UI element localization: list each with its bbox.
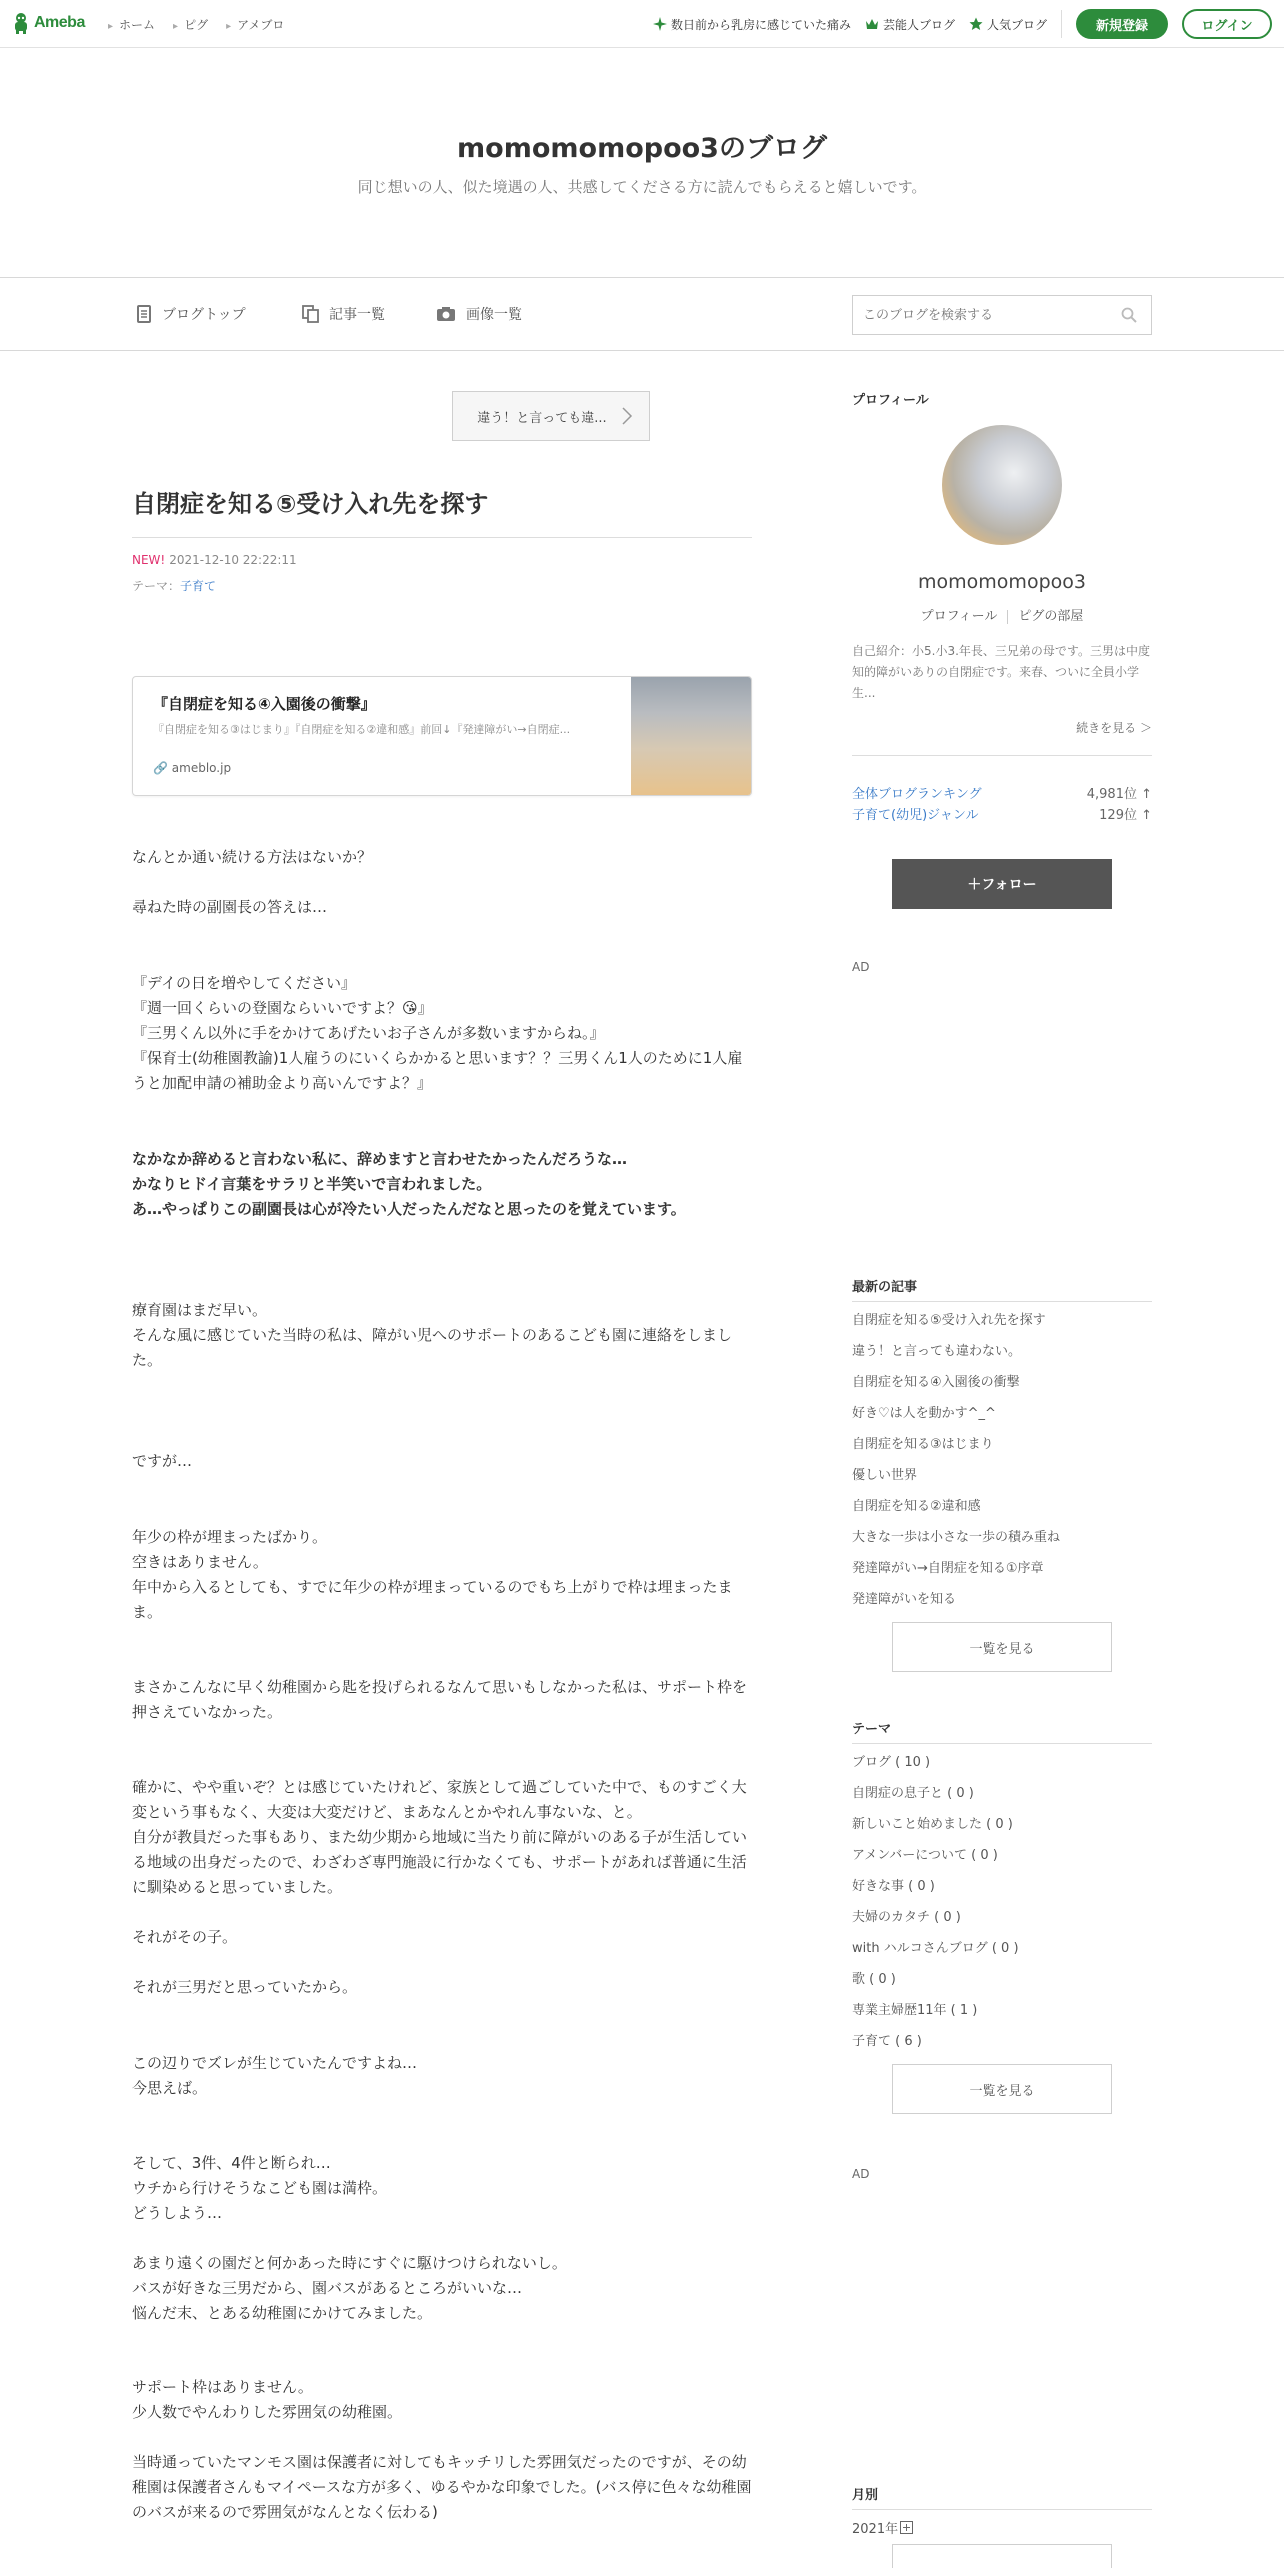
celebrity-blog-link[interactable]: [865, 16, 955, 33]
latest-entry-link[interactable]: 違う！と言っても違わない。: [852, 1344, 1022, 1359]
paragraph: バスが好きな三男だから、園バスがあるところがいいな…: [132, 2279, 523, 2297]
search-icon[interactable]: [1121, 307, 1137, 323]
ad-label: AD: [852, 2167, 870, 2181]
paragraph: サポート枠はありません。: [132, 2378, 313, 2396]
paragraph: 少人数でやんわりした雰囲気の幼稚園。: [132, 2403, 403, 2421]
theme-link[interactable]: 歌 ( 0 ): [852, 1972, 896, 1987]
paragraph: どうしよう…: [132, 2204, 223, 2222]
theme-link[interactable]: ブログ ( 10 ): [852, 1755, 931, 1770]
ad-label: AD: [852, 960, 870, 974]
paragraph: 療育園はまだ早い。: [132, 1301, 268, 1319]
chevron-right-icon: ▸: [226, 21, 232, 32]
paragraph: かなりヒドイ言葉をサラリと半笑いで言われました。: [132, 1175, 492, 1193]
ranking-overall-value: 4,981位 ↑: [1086, 787, 1152, 802]
nav-home[interactable]: [108, 16, 155, 33]
latest-entry-link[interactable]: 自閉症を知る④入園後の衝撃: [852, 1375, 1020, 1390]
nav-pigg[interactable]: [173, 16, 208, 33]
register-button[interactable]: 新規登録: [1076, 9, 1168, 39]
blog-title[interactable]: momomomopoo3のブログ: [457, 133, 827, 164]
paragraph: この辺りでズレが生じていたんですよね…: [132, 2054, 418, 2072]
paragraph: 尋ねた時の副園長の答えは…: [132, 898, 328, 916]
celebrity-blog-label: 芸能人ブログ: [882, 17, 955, 32]
popular-blog-label: 人気ブログ: [986, 17, 1047, 32]
ranking-genre-link[interactable]: 子育て(幼児)ジャンル: [852, 808, 979, 823]
theme-link[interactable]: 専業主婦歴11年 ( 1 ): [852, 2003, 978, 2018]
monthly-heading: 月別: [852, 2488, 879, 2503]
ranking-genre-value: 129位 ↑: [1099, 808, 1152, 823]
paragraph: まさかこんなに早く幼稚園から匙を投げられるなんて思いもしなかった私は、サポート枠を押さえていなかった。: [132, 1678, 748, 1721]
divider: [1061, 10, 1062, 38]
ameba-mascot-icon: [12, 12, 30, 34]
trending-topic-label: 数日前から乳房に感じていた痛み: [670, 17, 851, 32]
nav-ameblo[interactable]: [226, 16, 284, 33]
sparkle-icon: [653, 17, 667, 31]
theme-link[interactable]: 好きな事 ( 0 ): [852, 1879, 935, 1894]
latest-heading: 最新の記事: [852, 1280, 918, 1295]
plus-icon: ＋: [967, 877, 982, 893]
image-list-link[interactable]: [436, 304, 522, 324]
monthly-list-button-partial[interactable]: [892, 2544, 1112, 2568]
blog-nav: [0, 279, 1284, 351]
search-input[interactable]: [863, 308, 1103, 323]
latest-entry-link[interactable]: 発達障がいを知る: [852, 1592, 957, 1607]
blog-top-link[interactable]: [136, 304, 246, 324]
entry-theme: [132, 577, 216, 594]
profile-intro: 自己紹介：小5.小3.年長、三兄弟の母です。三男は中度知的障がいありの自閉症です。来春、ついに全員小学生...: [852, 644, 1150, 700]
paragraph: 今思えば。: [132, 2079, 208, 2097]
logo-text: Ameba: [34, 14, 85, 31]
theme-link[interactable]: 夫婦のカタチ ( 0 ): [852, 1910, 961, 1925]
blog-description: 同じ想いの人、似た境遇の人、共感してくださる方に読んでもらえると嬉しいです。: [357, 178, 927, 196]
nav-ameblo-label: アメブロ: [237, 18, 285, 32]
paragraph: 自分が教員だった事もあり、また幼少期から地域に当たり前に障がいのある子が生活している地域の出身だったので、わざわざ専門施設に行かなくても、サポートがあれば普通に生活に馴染めると思っていました。: [132, 1828, 748, 1896]
divider: [852, 755, 1152, 756]
divider: [852, 1301, 1152, 1302]
prev-entry-button[interactable]: [452, 391, 650, 441]
copy-icon: [302, 305, 319, 323]
paragraph: あ…やっぱりこの副園長は心が冷たい人だったんだなと思ったのを覚えています。: [132, 1200, 686, 1218]
theme-list-button[interactable]: 一覧を見る: [892, 2064, 1112, 2114]
theme-link[interactable]: 自閉症の息子と ( 0 ): [852, 1786, 974, 1801]
theme-link[interactable]: 子育て: [180, 579, 217, 593]
global-actions: [653, 9, 1272, 39]
paragraph: なかなか辞めると言わない私に、辞めますと言わせたかったんだろうな…: [132, 1150, 628, 1168]
paragraph: 『週一回くらいの登園ならいいですよ？😘』: [132, 999, 433, 1017]
entry-title: 自閉症を知る⑤受け入れ先を探す: [132, 484, 752, 538]
theme-heading: テーマ: [852, 1722, 892, 1737]
paragraph: 『三男くん以外に手をかけてあげたいお子さんが多数いますからね。』: [132, 1024, 605, 1042]
chevron-right-icon: [617, 406, 637, 426]
profile-heading: プロフィール: [852, 393, 929, 408]
link-card-domain-text: ameblo.jp: [171, 761, 232, 775]
blog-top-label: ブログトップ: [162, 307, 246, 323]
divider: [1007, 610, 1008, 624]
paragraph: あまり遠くの園だと何かあった時にすぐに駆けつけられないし。: [132, 2254, 567, 2272]
blog-search: [852, 295, 1152, 335]
ranking-genre: [852, 804, 1152, 823]
profile-link[interactable]: プロフィール: [920, 609, 998, 624]
follow-button[interactable]: [892, 859, 1112, 909]
login-button[interactable]: ログイン: [1182, 9, 1272, 39]
image-list-label: 画像一覧: [466, 307, 522, 323]
global-nav: [108, 16, 284, 33]
paragraph: なんとか通い続ける方法はないか？: [132, 848, 373, 866]
pigg-room-link[interactable]: ピグの部屋: [1018, 609, 1084, 624]
latest-entry-link[interactable]: 発達障がい→自閉症を知る①序章: [852, 1561, 1044, 1576]
latest-entry-link[interactable]: 好き♡は人を動かす^_^: [852, 1406, 996, 1421]
avatar[interactable]: [942, 425, 1062, 545]
paragraph: それがその子。: [132, 1928, 238, 1946]
embedded-link-card[interactable]: [132, 676, 752, 796]
theme-link[interactable]: 新しいこと始めました ( 0 ): [852, 1817, 1013, 1832]
follow-label: フォロー: [981, 877, 1037, 893]
global-header: [0, 0, 1284, 48]
paragraph: ウチから行けそうなこども園は満枠。: [132, 2179, 388, 2197]
crown-icon: [865, 18, 879, 30]
paragraph: 悩んだ末、とある幼稚園にかけてみました。: [132, 2304, 433, 2322]
profile-links: [852, 605, 1152, 624]
link-card-thumbnail: [631, 677, 751, 796]
paragraph: 確かに、やや重いぞ？とは感じていたけれど、家族として過ごしていた中で、ものすごく大変という事もなく、大変は大変だけど、まあなんとかやれん事ないな、と。: [132, 1778, 747, 1821]
star-icon: [969, 17, 983, 31]
latest-list-button[interactable]: 一覧を見る: [892, 1622, 1112, 1672]
theme-prefix: テーマ：: [132, 579, 181, 593]
paragraph: そして、3件、4件と断られ…: [132, 2154, 331, 2172]
paragraph: 年中から入るとしても、すでに年少の枠が埋まっているのでもち上がりで枠は埋まったまま。: [132, 1578, 733, 1621]
latest-entry-link[interactable]: 優しい世界: [852, 1468, 918, 1483]
blog-header: [0, 48, 1284, 278]
entry-datetime: 2021-12-10 22:22:11: [169, 553, 297, 567]
read-more-link[interactable]: 続きを見る ＞: [1076, 721, 1152, 735]
paragraph: それが三男だと思っていたから。: [132, 1978, 358, 1996]
latest-entry-link[interactable]: 自閉症を知る②違和感: [852, 1499, 981, 1514]
nav-pigg-label: ピグ: [184, 18, 209, 32]
paragraph: 年少の枠が埋まったばかり。: [132, 1528, 328, 1546]
theme-link[interactable]: 子育て ( 6 ): [852, 2034, 922, 2049]
paragraph: 空きはありません。: [132, 1553, 268, 1571]
paragraph: そんな風に感じていた当時の私は、障がい児へのサポートのあるこども園に連絡をしました。: [132, 1326, 733, 1369]
paragraph: 当時通っていたマンモス園は保護者に対してもキッチリした雰囲気だったのですが、その幼稚園は保護者さんもマイペースな方が多く、ゆるやかな印象でした。(バス停に色々な幼稚園のバスが来るので雰囲気がなんとなく伝わる): [132, 2453, 752, 2521]
expand-plus-icon: [900, 2521, 913, 2534]
link-icon: 🔗: [153, 761, 168, 775]
latest-entry-link[interactable]: 自閉症を知る⑤受け入れ先を探す: [852, 1313, 1046, 1328]
ranking-overall-link[interactable]: 全体ブログランキング: [852, 787, 982, 802]
divider: [852, 1743, 1152, 1744]
link-card-description: 『自閉症を知る③はじまり』『自閉症を知る②違和感』前回↓『発達障がい→自閉症...: [153, 723, 571, 736]
chevron-right-icon: ▸: [173, 21, 179, 32]
theme-link[interactable]: アメンバーについて ( 0 ): [852, 1848, 998, 1863]
new-badge: NEW!: [132, 553, 166, 567]
theme-link[interactable]: with ハルコさんブログ ( 0 ): [852, 1941, 1019, 1956]
monthly-year-label: 2021年: [852, 2522, 899, 2537]
ranking-overall: [852, 783, 1152, 802]
popular-blog-link[interactable]: [969, 16, 1047, 33]
trending-topic-link[interactable]: [653, 16, 851, 33]
entry-meta: [132, 553, 297, 567]
nav-home-label: ホーム: [119, 18, 156, 32]
profile-name[interactable]: momomomopoo3: [918, 571, 1086, 593]
paragraph: 『保育士(幼稚園教諭)1人雇うのにいくらかかると思います？？三男くん1人のために1人雇うと加配申請の補助金より高いんですよ？』: [132, 1049, 743, 1092]
entry-list-label: 記事一覧: [329, 307, 385, 323]
document-icon: [136, 305, 152, 323]
divider: [852, 2509, 1152, 2510]
paragraph: ですが…: [132, 1452, 193, 1470]
ameba-logo[interactable]: [12, 12, 85, 34]
link-card-domain: [153, 761, 231, 775]
paragraph: 『デイの日を増やしてください』: [132, 974, 356, 992]
link-card-title: 『自閉症を知る④入園後の衝撃』: [153, 695, 376, 713]
entry-list-link[interactable]: [302, 304, 385, 324]
latest-entry-link[interactable]: 大きな一歩は小さな一歩の積み重ね: [852, 1530, 1061, 1545]
chevron-right-icon: ▸: [108, 21, 114, 32]
prev-entry-label: 違う！と言っても違...: [477, 410, 607, 426]
latest-entry-link[interactable]: 自閉症を知る③はじまり: [852, 1437, 994, 1452]
camera-icon: [436, 306, 456, 322]
monthly-year-toggle[interactable]: [852, 2518, 913, 2537]
